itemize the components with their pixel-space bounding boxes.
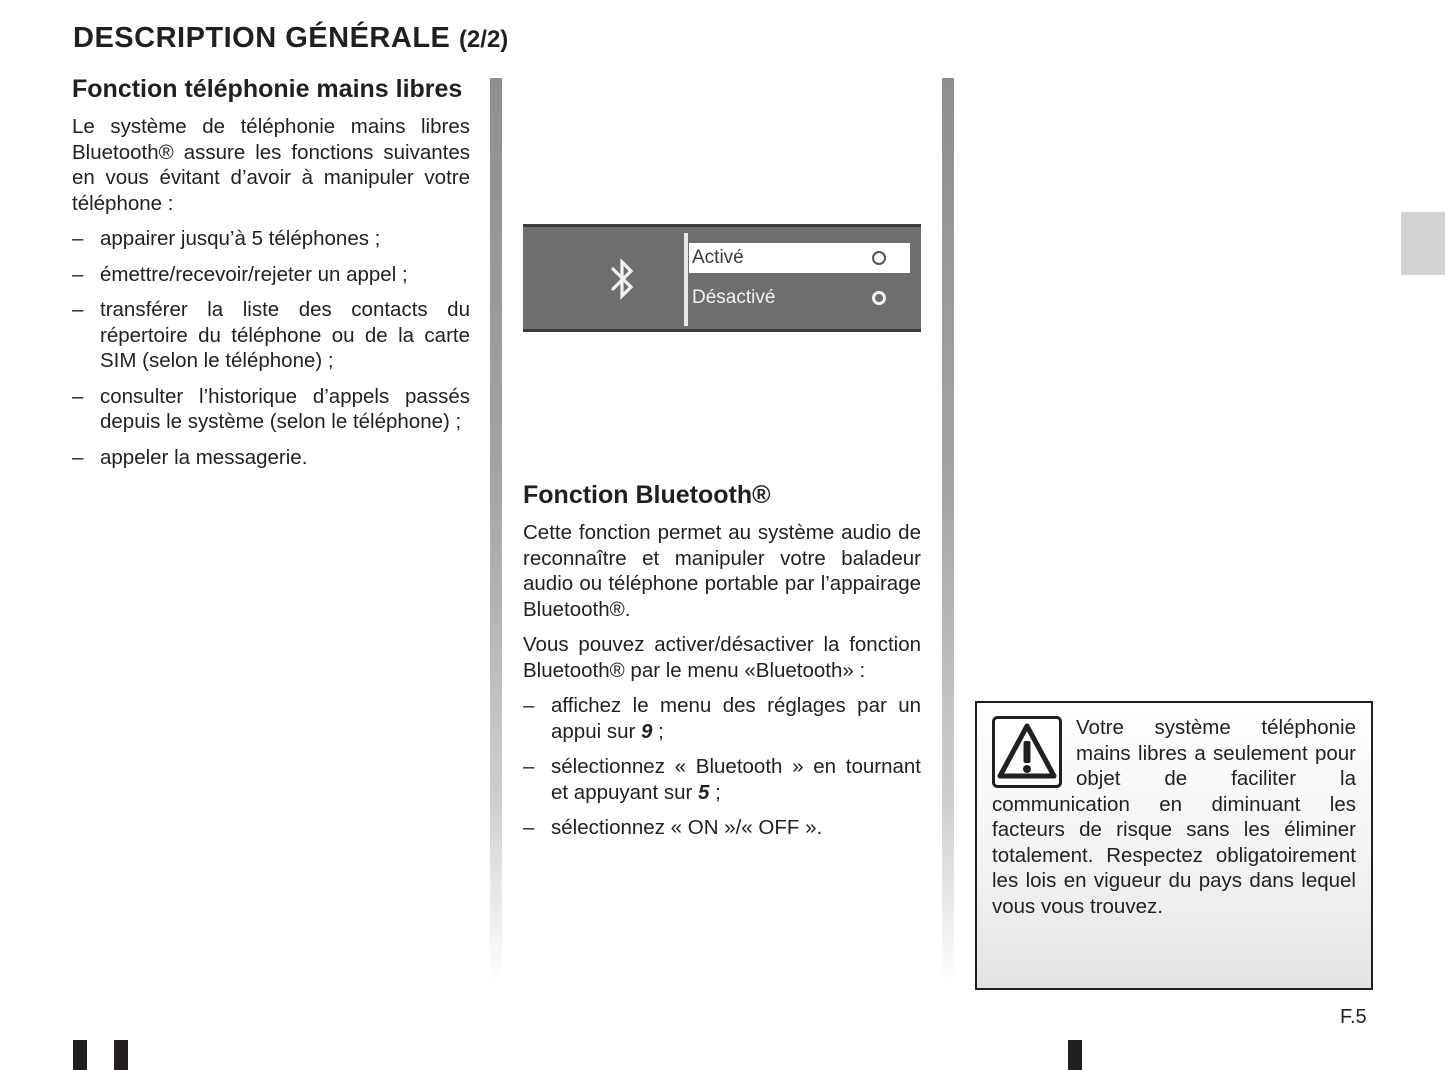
handsfree-heading: Fonction téléphonie mains libres bbox=[72, 75, 463, 103]
column-divider-right bbox=[942, 78, 954, 983]
bluetooth-section bbox=[523, 480, 921, 851]
list-item: – consulter l’historique d’appels passés depuis le système (selon le téléphone) ; bbox=[72, 384, 470, 435]
bluetooth-icon bbox=[607, 257, 637, 301]
section-tab bbox=[1401, 212, 1445, 275]
column-divider-left bbox=[490, 78, 502, 983]
option-active[interactable] bbox=[689, 243, 910, 273]
page-title-part: (2/2) bbox=[458, 26, 509, 53]
bluetooth-para-1: Cette fonction permet au système audio de reconnaître et manipuler votre baladeur audio ou téléphone portable par l’appairage Bluetooth®. bbox=[523, 521, 921, 621]
crop-mark bbox=[114, 1040, 128, 1070]
page-title-text: DESCRIPTION GÉNÉRALE bbox=[73, 22, 451, 54]
list-item: – sélectionnez « ON »/« OFF ». bbox=[523, 815, 921, 841]
list-item: – appeler la messagerie. bbox=[72, 445, 470, 471]
warning-text: Votre système téléphonie mains libres a seulement pour objet de faciliter la communication en diminuant les facteurs de risque sans les éliminer totalement. Respectez obligatoirement les lois en vigueur du pays dans lequel vous vous trouvez. bbox=[992, 716, 1356, 918]
step-2-text: sélectionnez « Bluetooth » en tournant et appuyant sur bbox=[551, 755, 921, 804]
page-title bbox=[73, 22, 508, 55]
option-inactive[interactable] bbox=[689, 283, 910, 313]
bluetooth-heading: Fonction Bluetooth® bbox=[523, 481, 771, 509]
list-item: – appairer jusqu’à 5 téléphones ; bbox=[72, 226, 470, 252]
step-2-end: ; bbox=[709, 780, 721, 804]
crop-mark bbox=[1068, 1040, 1082, 1070]
bluetooth-steps bbox=[523, 693, 921, 841]
radio-inactive-icon[interactable] bbox=[872, 291, 886, 305]
bluetooth-menu-screen bbox=[523, 224, 921, 332]
option-inactive-label: Désactivé bbox=[692, 287, 776, 308]
warning-box bbox=[975, 701, 1373, 990]
bluetooth-para-2: Vous pouvez activer/désactiver la fonction Bluetooth® par le menu «Bluetooth» : bbox=[523, 633, 921, 682]
step-1-text: affichez le menu des réglages par un appui sur bbox=[551, 694, 921, 743]
handsfree-intro: Le système de téléphonie mains libres Bluetooth® assure les fonctions suivantes en vous évitant d’avoir à manipuler votre téléphone : bbox=[72, 115, 470, 215]
step-1-end: ; bbox=[652, 719, 664, 743]
list-item bbox=[523, 754, 921, 805]
list-item: – émettre/recevoir/rejeter un appel ; bbox=[72, 262, 470, 288]
list-item: – transférer la liste des contacts du répertoire du téléphone ou de la carte SIM (selon le téléphone) ; bbox=[72, 297, 470, 374]
warning-triangle-icon bbox=[992, 716, 1062, 788]
page-number: F.5 bbox=[1340, 1006, 1367, 1028]
handsfree-section bbox=[72, 74, 470, 480]
list-item bbox=[523, 693, 921, 744]
handsfree-function-list bbox=[72, 226, 470, 470]
radio-active-icon[interactable] bbox=[872, 251, 886, 265]
menu-separator bbox=[684, 233, 688, 326]
crop-mark bbox=[73, 1040, 87, 1070]
option-active-label: Activé bbox=[692, 247, 744, 268]
step-2-key: 5 bbox=[698, 780, 710, 804]
step-1-key: 9 bbox=[641, 719, 653, 743]
